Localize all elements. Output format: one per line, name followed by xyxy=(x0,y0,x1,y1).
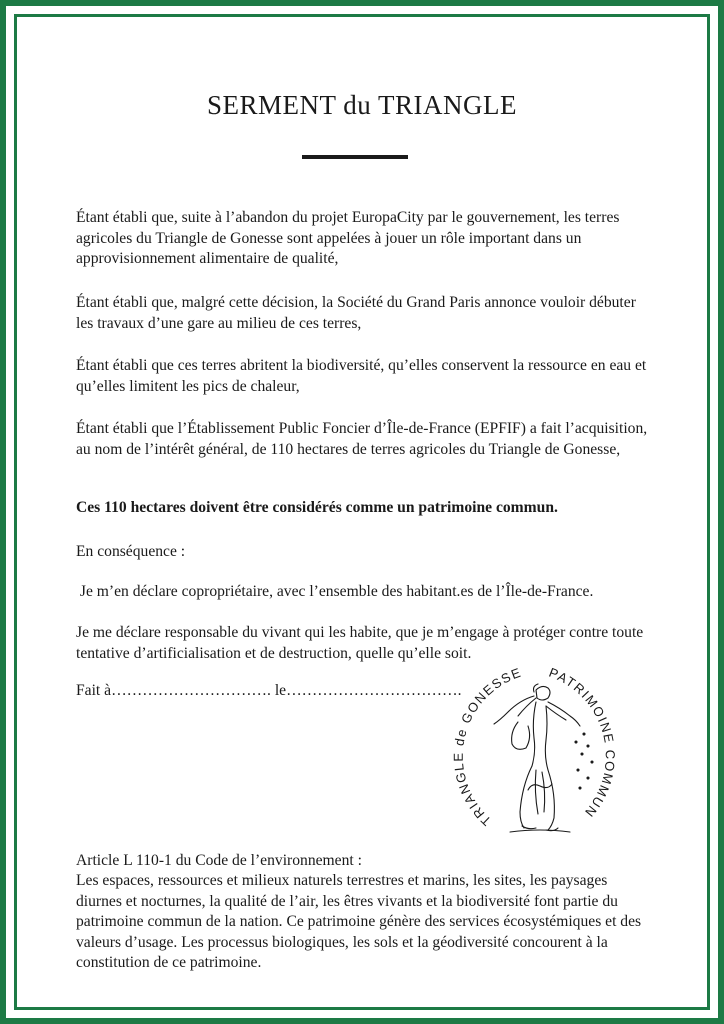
bold-statement: Ces 110 hectares doivent être considérés comme un patrimoine commun. xyxy=(76,499,558,516)
consequence-label: En conséquence : xyxy=(76,543,186,560)
document-title: SERMENT du TRIANGLE xyxy=(206,90,517,120)
paragraph-europacity: Étant établi que, suite à l’abandon du projet EuropaCity par le gouvernement, les terres agricoles du Triangle de Gonesse sont appelées à jouer un rôle important dans un approvisionnement alimentaire de qualité, xyxy=(76,209,620,267)
paragraph-biodiversity: Étant établi que ces terres abritent la biodiversité, qu’elles conservent la ressource en eau et qu’elles limitent les pics de chaleur, xyxy=(76,357,647,395)
signature-line: Fait à…………………………. le……………………………. xyxy=(76,682,462,699)
stamp-text-left: TRIANGLE de GONESSE xyxy=(450,664,524,829)
sower-figure-icon xyxy=(494,684,593,832)
declaration-responsable: Je me déclare responsable du vivant qui les habite, que je m’engage à protéger contre toute tentative d’artificialisation et de destruction, quelle qu’elle soit. xyxy=(76,624,644,662)
paragraph-epfif: Étant établi que l’Établissement Public Foncier d’Île-de-France (EPFIF) a fait l’acquisition, au nom de l’intérêt général, de 110 hectares de terres agricoles du Triangle de Gonesse, xyxy=(76,420,648,458)
declaration-coproprietaire: Je m’en déclare copropriétaire, avec l’ensemble des habitant.es de l’Île-de-France. xyxy=(76,583,594,600)
title-divider xyxy=(302,155,408,159)
stamp-text-right: PATRIMOINE COMMUN xyxy=(546,664,618,821)
patrimoine-commun-stamp xyxy=(418,650,624,856)
article-text: Les espaces, ressources et milieux naturels terrestres et marins, les sites, les paysages diurnes et nocturnes, la qualité de l’air, les êtres vivants et la biodiversité font partie du patrimoine commun de la nation. Ce patrimoine génère des services écosystémiques et des valeurs d’usage. Les processus biologiques, les sols et la géodiversité concourent à la constitution de ce patrimoine. xyxy=(76,872,642,971)
paragraph-grand-paris: Étant établi que, malgré cette décision, la Société du Grand Paris annonce vouloir débuter les travaux d’une gare au milieu de ces terres, xyxy=(76,294,636,332)
article-heading: Article L 110-1 du Code de l’environnement : xyxy=(76,852,362,869)
